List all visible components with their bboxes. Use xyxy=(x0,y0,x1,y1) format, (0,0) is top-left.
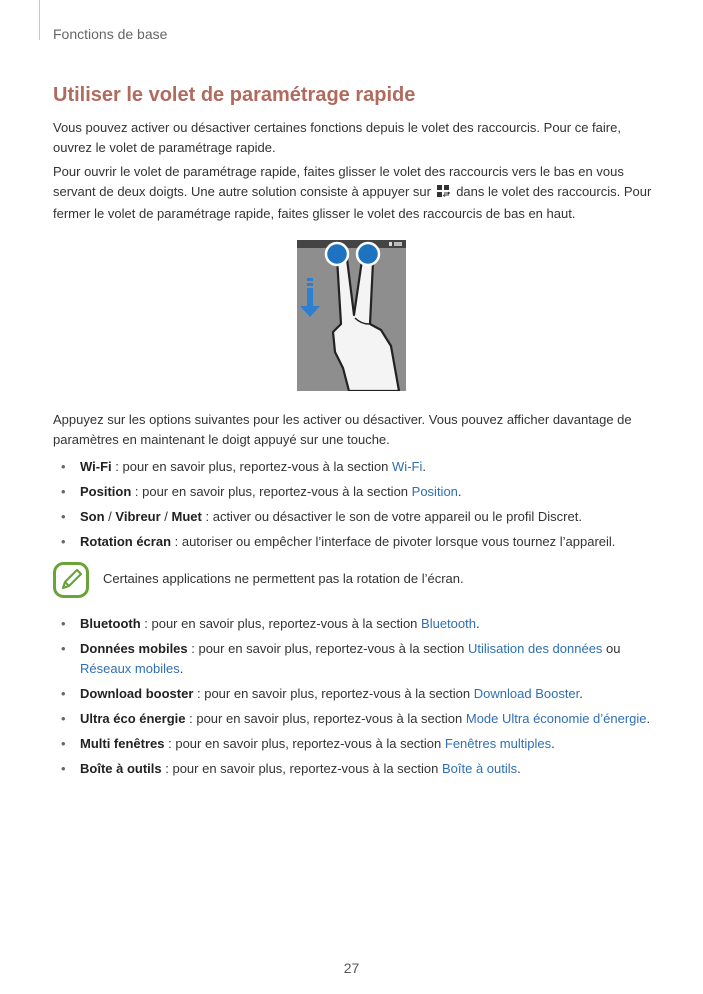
intro-p2-end: dans le volet des raccourcis. Pour fermer le volet de paramétrage rapide, faites glisser le volet des raccourcis de bas en haut. xyxy=(53,184,652,221)
link-utilisation-donnees[interactable]: Utilisation des données xyxy=(468,641,603,656)
note-text: Certaines applications ne permettent pas la rotation de l’écran. xyxy=(103,571,464,586)
link-wifi[interactable]: Wi-Fi xyxy=(392,459,423,474)
link-position[interactable]: Position xyxy=(411,484,458,499)
list-item-boite-outils: • Boîte à outils : pour en savoir plus, reportez-vous à la section Boîte à outils. xyxy=(61,761,521,776)
term-ultra-eco: Ultra éco énergie xyxy=(80,711,186,726)
list-item-ultra-eco: • Ultra éco énergie : pour en savoir plus, reportez-vous à la section Mode Ultra économie d’énergie. xyxy=(61,711,651,726)
link-download-booster[interactable]: Download Booster xyxy=(473,686,580,701)
term-download-booster: Download booster xyxy=(80,686,194,701)
list-item-position: • Position : pour en savoir plus, reportez-vous à la section Position. xyxy=(61,484,462,499)
list-item-son-vibreur-muet: • Son / Vibreur / Muet : activer ou désactiver le son de votre appareil ou le profil Discret. xyxy=(61,509,582,524)
note-box xyxy=(53,562,673,598)
list-item-donnees-mobiles: • Données mobiles : pour en savoir plus, reportez-vous à la section Utilisation des données ou Réseaux mobiles. xyxy=(61,641,621,676)
list-item-download-booster: • Download booster : pour en savoir plus, reportez-vous à la section Download Booster. xyxy=(61,686,583,701)
touch-point-left xyxy=(326,243,348,265)
section-label: Fonctions de base xyxy=(53,26,168,42)
intro-paragraph-2 xyxy=(53,162,653,224)
term-muet: Muet xyxy=(171,509,202,524)
term-wifi: Wi-Fi xyxy=(80,459,112,474)
term-son: Son xyxy=(80,509,105,524)
term-boite-outils: Boîte à outils xyxy=(80,761,162,776)
intro-p2-start: Pour ouvrir le volet de paramétrage rapide, faites glisser le volet des raccourcis vers le bas en vous servant de deux doigts. Une autre solution consiste à appuyer sur xyxy=(53,164,624,199)
term-multi-fenetres: Multi fenêtres xyxy=(80,736,165,751)
page-number: 27 xyxy=(343,960,360,976)
list-item-rotation: • Rotation écran : autoriser ou empêcher l’interface de pivoter lorsque vous tournez l’appareil. xyxy=(61,534,616,549)
two-finger-swipe-illustration xyxy=(297,240,406,391)
quick-settings-grid-icon xyxy=(437,184,451,204)
link-fenetres-multiples[interactable]: Fenêtres multiples xyxy=(444,736,552,751)
page-title: Utiliser le volet de paramétrage rapide xyxy=(53,84,416,106)
list-item-multi-fenetres: • Multi fenêtres : pour en savoir plus, reportez-vous à la section Fenêtres multiples. xyxy=(61,736,555,751)
term-donnees-mobiles: Données mobiles xyxy=(80,641,188,656)
options-intro: Appuyez sur les options suivantes pour les activer ou désactiver. Vous pouvez afficher davantage de paramètres en maintenant le doigt appuyé sur une touche. xyxy=(53,412,632,447)
note-pencil-icon xyxy=(53,562,89,603)
term-position: Position xyxy=(80,484,132,499)
term-bluetooth: Bluetooth xyxy=(80,616,141,631)
link-bluetooth[interactable]: Bluetooth xyxy=(421,616,476,631)
list-item-wifi: • Wi-Fi : pour en savoir plus, reportez-vous à la section Wi-Fi. xyxy=(61,459,426,474)
term-vibreur: Vibreur xyxy=(115,509,161,524)
link-reseaux-mobiles[interactable]: Réseaux mobiles xyxy=(80,661,180,676)
term-rotation: Rotation écran xyxy=(80,534,172,549)
status-bar-icons xyxy=(389,242,402,246)
touch-point-right xyxy=(357,243,379,265)
intro-paragraph-1: Vous pouvez activer ou désactiver certaines fonctions depuis le volet des raccourcis. Pour ce faire, ouvrez le volet de paramétrage rapide. xyxy=(53,120,621,155)
quick-settings-options-list-2 xyxy=(53,614,663,784)
link-mode-ultra-economie[interactable]: Mode Ultra économie d’énergie xyxy=(465,711,647,726)
link-boite-outils[interactable]: Boîte à outils xyxy=(442,761,518,776)
list-item-bluetooth: • Bluetooth : pour en savoir plus, reportez-vous à la section Bluetooth. xyxy=(61,616,480,631)
header-rule xyxy=(39,0,40,40)
quick-settings-options-list-1 xyxy=(53,457,663,557)
